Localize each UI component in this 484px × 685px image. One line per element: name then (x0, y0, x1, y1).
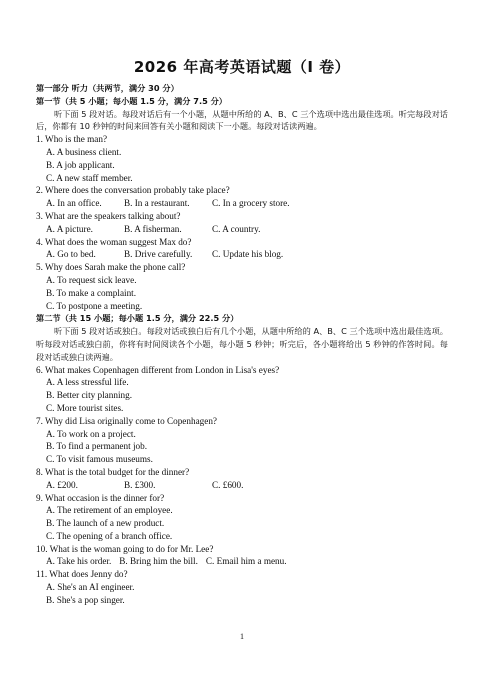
question-text: 5. Why does Sarah make the phone call? (36, 262, 186, 273)
question-text: 1. Who is the man? (36, 134, 108, 145)
answer-option: B. £300. (124, 479, 156, 490)
answer-option: A. In an office. (46, 198, 102, 209)
answer-option: B. Bring him the bill. (119, 556, 198, 567)
question-item (36, 466, 448, 492)
answer-option: C. The opening of a branch office. (46, 530, 173, 541)
answer-option: A. Go to bed. (46, 249, 96, 260)
page-number: 1 (240, 632, 244, 641)
question-item (36, 261, 448, 312)
answer-option: A. The retirement of an employee. (46, 505, 173, 516)
question-item (36, 568, 448, 606)
question-item (36, 415, 448, 466)
question-item (36, 364, 448, 415)
question-item (36, 236, 448, 262)
answer-option: A. She's an AI engineer. (46, 582, 135, 593)
answer-option: A. A less stressful life. (46, 377, 129, 388)
option-row (36, 479, 448, 492)
question-item (36, 492, 448, 543)
answer-option: B. In a restaurant. (124, 198, 190, 209)
answer-option: B. To make a complaint. (46, 287, 137, 298)
answer-option: C. A country. (212, 223, 261, 234)
section1-questions (36, 133, 448, 312)
answer-option: B. Drive carefully. (124, 249, 193, 260)
answer-option: C. To postpone a meeting. (46, 300, 143, 311)
option-row (36, 223, 448, 236)
option-row (36, 555, 448, 568)
question-item (36, 184, 448, 210)
answer-option: A. A business client. (46, 146, 122, 157)
answer-option: C. Email him a menu. (205, 556, 287, 567)
answer-option: A. To work on a project. (46, 428, 136, 439)
answer-option: B. Better city planning. (46, 390, 132, 401)
question-item (36, 133, 448, 184)
question-item (36, 543, 448, 569)
answer-option: A. A picture. (46, 223, 93, 234)
answer-option: B. To find a permanent job. (46, 441, 147, 452)
answer-option: B. The launch of a new product. (46, 518, 165, 529)
answer-option: B. She's a pop singer. (46, 594, 125, 605)
section1-heading: 第一节（共 5 小题；每小题 1.5 分，满分 7.5 分） (36, 95, 227, 106)
section2-heading: 第二节（共 15 小题；每小题 1.5 分，满分 22.5 分） (36, 313, 239, 324)
answer-option: A. Take his order. (46, 556, 112, 567)
exam-body (36, 82, 448, 607)
part1-heading: 第一部分 听力（共两节，满分 30 分） (36, 83, 179, 93)
answer-option: C. In a grocery store. (212, 198, 290, 209)
question-text: 2. Where does the conversation probably take place? (36, 185, 230, 196)
question-text: 8. What is the total budget for the dinner? (36, 466, 190, 477)
answer-option: A. To request sick leave. (46, 274, 137, 285)
question-item (36, 210, 448, 236)
page-title: 2026 年高考英语试题（I 卷） (133, 58, 351, 76)
answer-option: C. More tourist sites. (46, 402, 124, 413)
option-row (36, 248, 448, 261)
question-text: 6. What makes Copenhagen different from London in Lisa's eyes? (36, 364, 280, 375)
question-text: 10. What is the woman going to do for Mr. Lee? (36, 543, 214, 554)
answer-option: C. To visit famous museums. (46, 454, 153, 465)
question-text: 9. What occasion is the dinner for? (36, 492, 165, 503)
question-text: 11. What does Jenny do? (36, 569, 128, 580)
question-text: 4. What does the woman suggest Max do? (36, 236, 192, 247)
option-row (36, 197, 448, 210)
section1-instructions: 听下面 5 段对话。每段对话后有一个小题，从题中所给的 A、B、C 三个选项中选出最佳选项。听完每段对话后，你都有 10 秒钟的时间来回答有关小题和阅读下一小题。每段对话读两遍。 (36, 108, 448, 132)
question-text: 3. What are the speakers talking about? (36, 210, 181, 221)
answer-option: B. A job applicant. (46, 159, 115, 170)
answer-option: C. Update his blog. (212, 249, 284, 260)
answer-option: B. A fisherman. (124, 223, 182, 234)
answer-option: A. £200. (46, 479, 78, 490)
question-text: 7. Why did Lisa originally come to Copenhagen? (36, 415, 217, 426)
section2-instructions: 听下面 5 段对话或独白。每段对话或独白后有几个小题，从题中所给的 A、B、C 三个选项中选出最佳选项。听每段对话或独白前，你将有时间阅读各个小题，每小题 5 秒钟；听完后，各小题将给出 5 秒钟的作答时间。每段对话或独白读两遍。 (36, 326, 448, 362)
answer-option: C. A new staff member. (46, 172, 133, 183)
answer-option: C. £600. (212, 479, 244, 490)
section2-questions (36, 364, 448, 607)
